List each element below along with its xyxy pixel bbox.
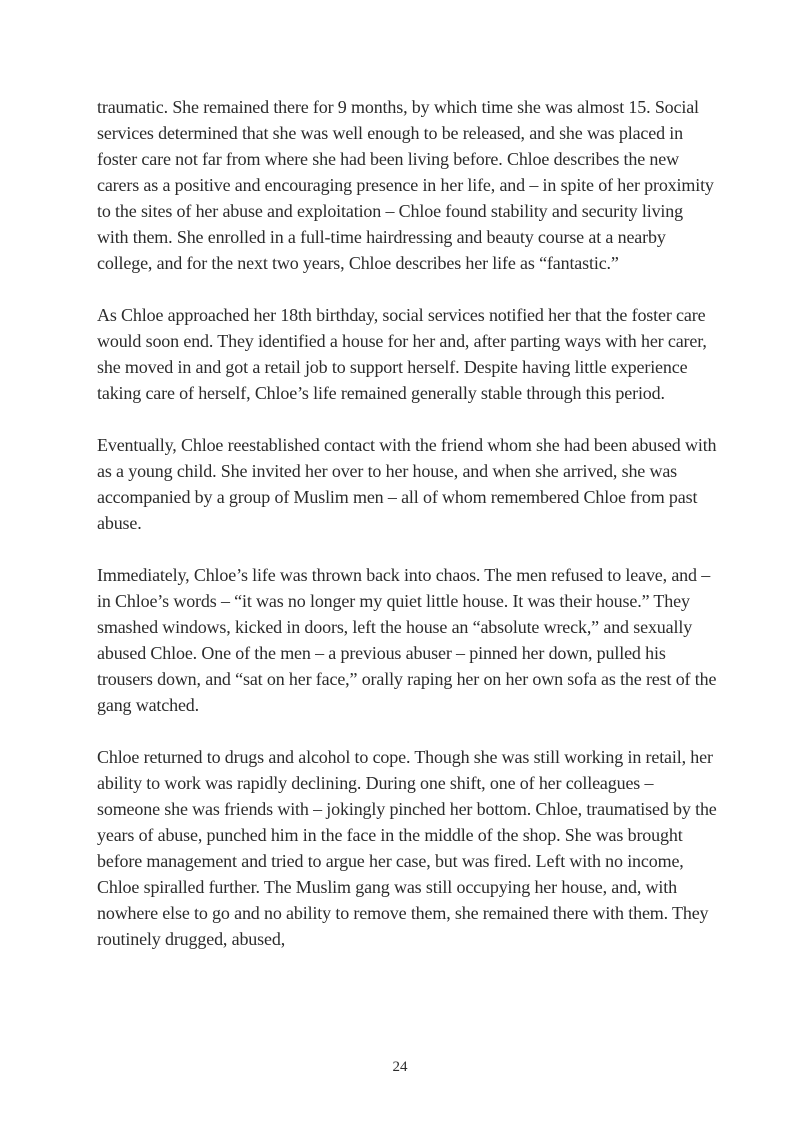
- page-body: [97, 94, 717, 978]
- page-number: 24: [392, 1059, 408, 1075]
- paragraph-3: Eventually, Chloe reestablished contact with the friend whom she had been abused with as a young child. She invited her over to her house, and when she arrived, she was accompanied by a group of Muslim men – all of whom remembered Chloe from past abuse.: [97, 435, 717, 533]
- paragraph-4: Immediately, Chloe’s life was thrown back into chaos. The men refused to leave, and – in Chloe’s words – “it was no longer my quiet little house. It was their house.” They smashed windows, kicked in doors, left the house an “absolute wreck,” and sexually abused Chloe. One of the men – a previous abuser – pinned her down, pulled his trousers down, and “sat on her face,” orally raping her on her own sofa as the rest of the gang watched.: [97, 565, 717, 715]
- paragraph-5: Chloe returned to drugs and alcohol to cope. Though she was still working in retail, her ability to work was rapidly declining. During one shift, one of her colleagues – someone she was friends with – jokingly pinched her bottom. Chloe, traumatised by the years of abuse, punched him in the face in the middle of the shop. She was brought before management and tried to argue her case, but was fired. Left with no income, Chloe spiralled further. The Muslim gang was still occupying her house, and, with nowhere else to go and no ability to remove them, she remained there with them. They routinely drugged, abused,: [97, 747, 717, 949]
- paragraph-1: traumatic. She remained there for 9 months, by which time she was almost 15. Social services determined that she was well enough to be released, and she was placed in foster care not far from where she had been living before. Chloe describes the new carers as a positive and encouraging presence in her life, and – in spite of her proximity to the sites of her abuse and exploitation – Chloe found stability and security living with them. She enrolled in a full-time hairdressing and beauty course at a nearby college, and for the next two years, Chloe describes her life as “fantastic.”: [97, 97, 714, 273]
- paragraph-2: As Chloe approached her 18th birthday, social services notified her that the foster care would soon end. They identified a house for her and, after parting ways with her carer, she moved in and got a retail job to support herself. Despite having little experience taking care of herself, Chloe’s life remained generally stable through this period.: [97, 305, 707, 403]
